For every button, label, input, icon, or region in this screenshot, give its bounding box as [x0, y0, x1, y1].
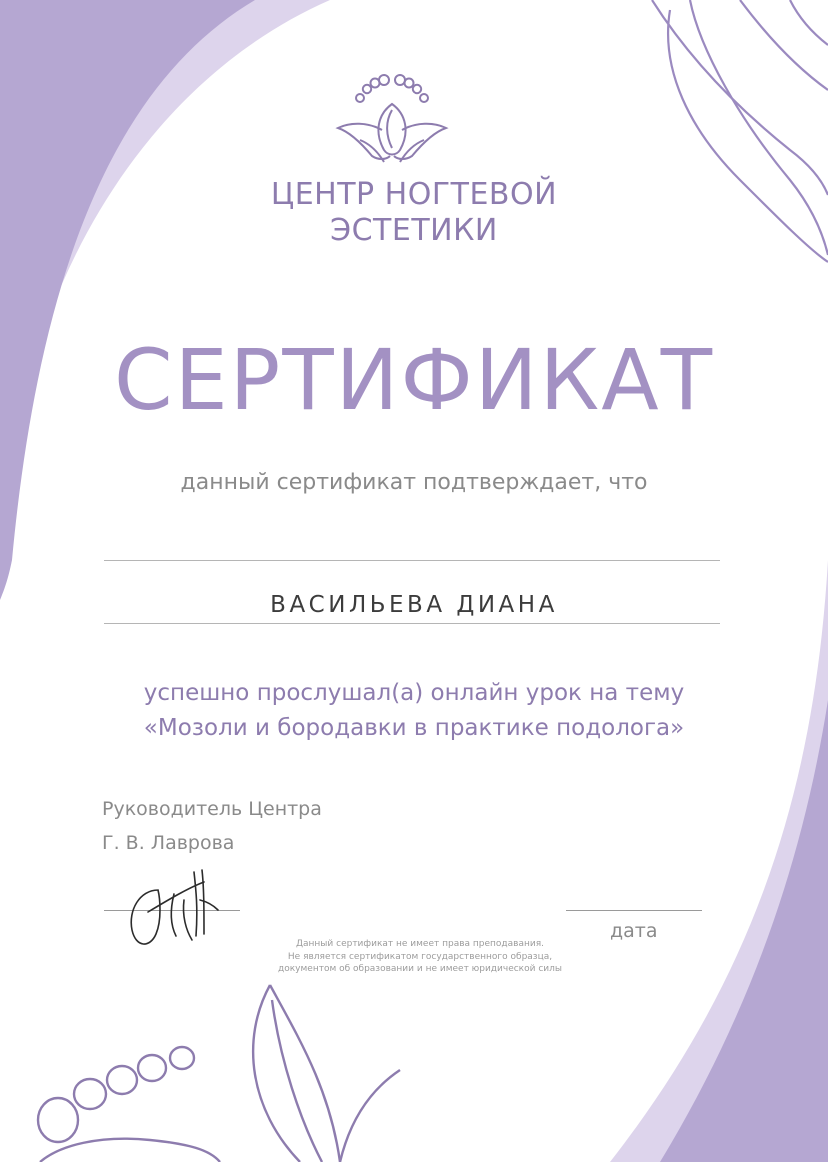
disclaimer-line1: Данный сертификат не имеет права преподавания.	[295, 939, 544, 949]
signatory-name: Г. В. Лаврова	[102, 832, 235, 854]
disclaimer-line3: документом об образовании и не имеет юридической силы	[278, 964, 562, 974]
certificate-title: СЕРТИФИКАТ	[113, 331, 715, 429]
date-label: дата	[610, 920, 658, 942]
certificate-subtitle: данный сертификат подтверждает, что	[180, 470, 648, 495]
signatory-role: Руководитель Центра	[102, 798, 322, 820]
description-line2: «Мозоли и бородавки в практике подолога»	[143, 715, 685, 741]
recipient-name: ВАСИЛЬЕВА ДИАНА	[270, 592, 558, 618]
description-line1: успешно прослушал(а) онлайн урок на тему	[143, 680, 685, 706]
disclaimer-line2: Не является сертификатом государственного образца,	[287, 951, 553, 962]
organization-name-line1: ЦЕНТР НОГТЕВОЙ	[270, 177, 558, 212]
organization-name-line2: ЭСТЕТИКИ	[330, 213, 498, 248]
